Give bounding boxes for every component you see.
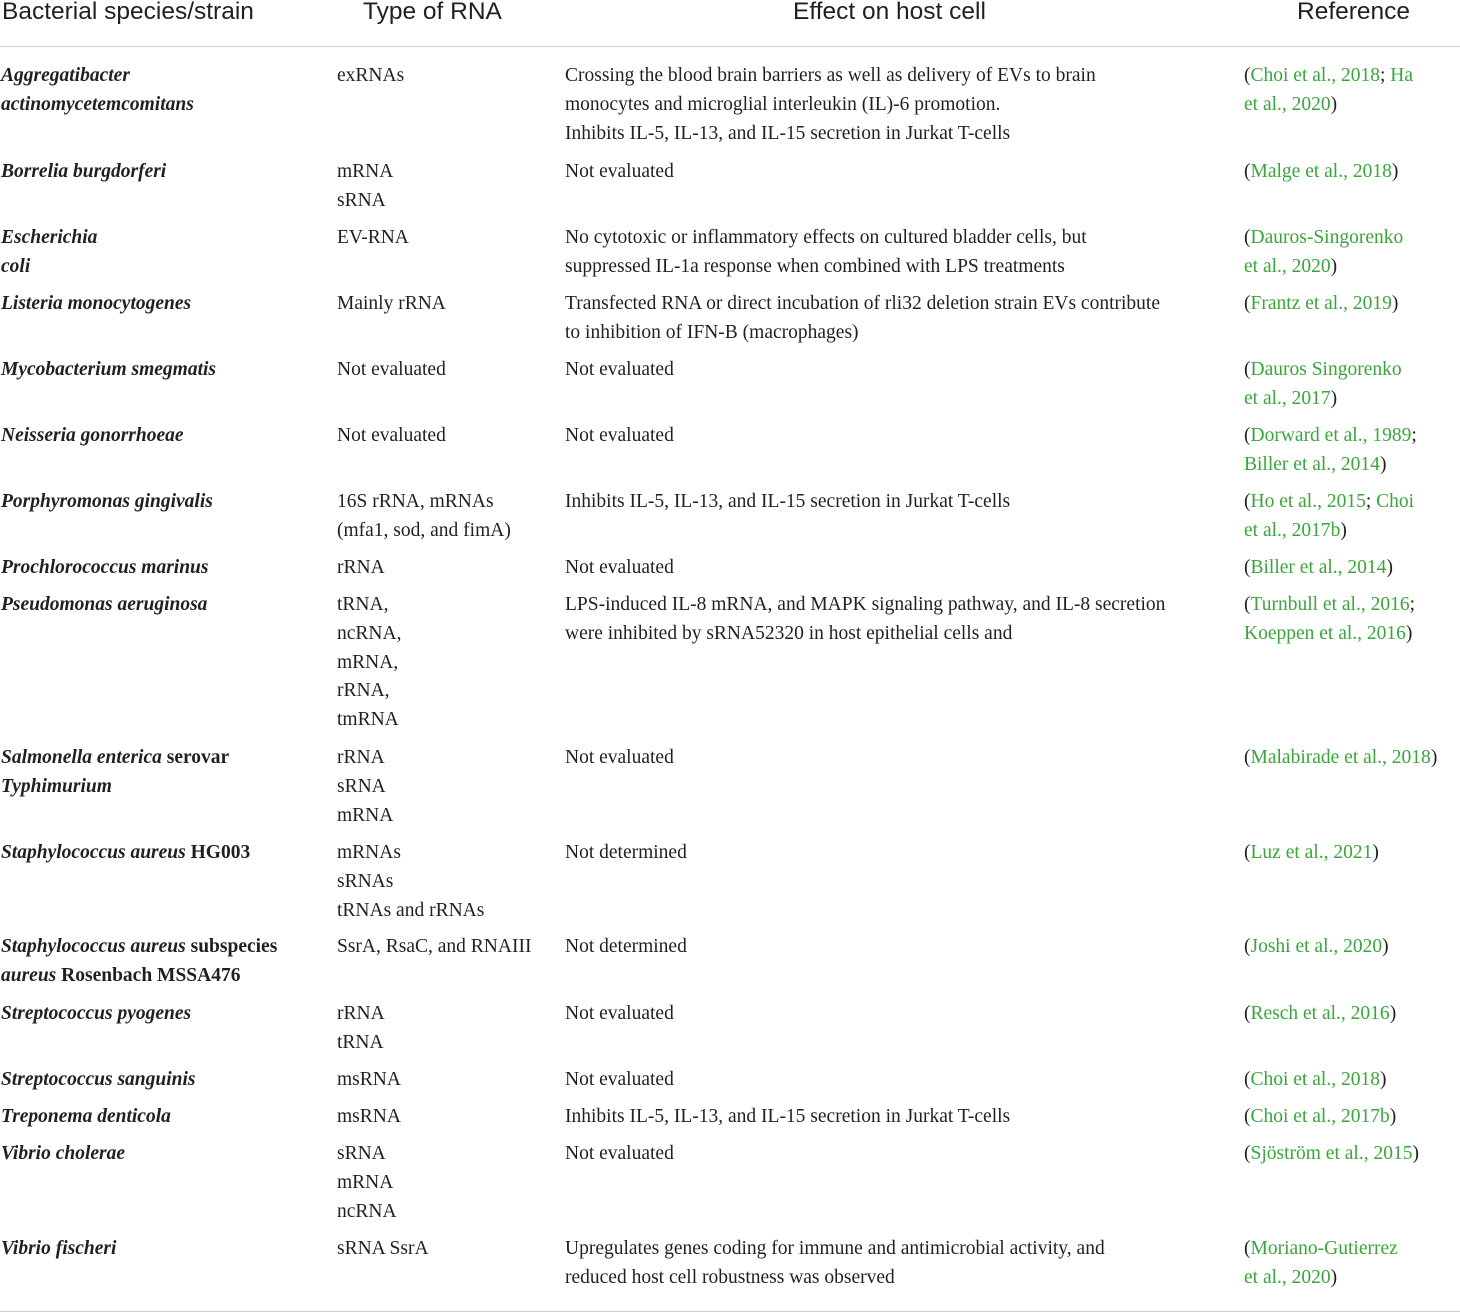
rna-line: EV-RNA [337,227,409,248]
reference-line [1244,1235,1398,1264]
effect-cell [565,744,674,773]
species-cell [1,1103,171,1132]
rna-type-cell [337,422,446,451]
species-text: Staphylococcus aureus [1,936,186,957]
effect-cell [565,554,674,583]
reference-cell [1244,62,1413,120]
reference-punctuation: ( [1244,161,1251,182]
rna-line: mRNA [337,804,394,826]
reference-link[interactable]: Biller et al., 2014 [1244,453,1380,475]
reference-cell [1244,488,1414,546]
species-line [1,839,250,868]
reference-cell [1244,1103,1396,1132]
reference-punctuation: ) [1405,622,1413,644]
reference-punctuation: ) [1430,747,1438,768]
reference-punctuation: ) [1391,161,1399,182]
rna-type-cell [337,1103,401,1132]
effect-line: Not evaluated [565,1143,674,1164]
reference-line [1244,290,1398,319]
rna-type-cell [337,1000,385,1058]
species-text: Staphylococcus aureus [1,842,186,863]
effect-line: Not determined [565,842,687,863]
rna-type-cell [337,290,446,319]
reference-punctuation: ) [1382,936,1389,957]
effect-line: LPS-induced IL-8 mRNA, and MAPK signaling pathway, and IL-8 secretion [565,594,1166,615]
effect-line: to inhibition of IFN-B (macrophages) [565,321,859,343]
reference-line [1244,1264,1398,1293]
reference-cell [1244,591,1415,649]
reference-punctuation: ) [1372,842,1379,863]
reference-link[interactable]: Ha [1390,65,1413,86]
reference-punctuation: ( [1244,842,1251,863]
reference-link[interactable]: Sjöström et al., 2015 [1250,1143,1413,1164]
reference-punctuation: ) [1330,255,1338,277]
rna-type-cell [337,1140,397,1226]
reference-line [1244,517,1414,546]
reference-line [1244,451,1417,480]
species-line: Neisseria gonorrhoeae [1,425,184,446]
species-line: Streptococcus sanguinis [1,1069,196,1090]
reference-punctuation: ( [1244,491,1251,512]
header-species: Bacterial species/strain [2,0,254,25]
rna-type-cell [337,62,404,91]
rna-line: sRNAs [337,870,394,892]
effect-cell [565,1000,674,1029]
rna-line: mRNA [337,161,394,182]
reference-cell [1244,158,1398,187]
rna-line: rRNA [337,1003,385,1024]
reference-punctuation: ( [1244,227,1251,248]
species-text: Salmonella enterica [1,747,162,768]
effect-line: Inhibits IL-5, IL-13, and IL-15 secretion in Jurkat T-cells [565,491,1011,512]
effect-line: Not evaluated [565,557,674,578]
reference-link[interactable]: Choi et al., 2018 [1250,1069,1380,1090]
species-cell [1,1235,116,1264]
reference-cell [1244,839,1379,868]
effect-cell [565,591,1165,649]
species-line: Escherichia [1,227,98,248]
effect-line: Not evaluated [565,1003,674,1024]
effect-line: No cytotoxic or inflammatory effects on cultured bladder cells, but [565,227,1087,248]
species-line [1,744,229,773]
rna-type-cell [337,554,385,583]
reference-line [1244,422,1417,451]
species-text: serovar [161,747,230,768]
species-line [1,933,277,962]
reference-cell [1244,1235,1398,1293]
reference-link[interactable]: Resch et al., 2016 [1250,1003,1390,1024]
reference-line [1244,1000,1396,1029]
reference-punctuation: ) [1379,453,1387,475]
reference-punctuation: ( [1244,65,1251,86]
reference-link[interactable]: Malabirade et al., 2018 [1250,747,1431,768]
reference-cell [1244,1140,1419,1169]
species-cell [1,591,207,620]
rna-line: sRNA [337,189,386,211]
table-header [0,0,1460,47]
reference-cell [1244,554,1393,583]
reference-link[interactable]: Luz et al., 2021 [1250,842,1373,863]
rna-type-cell [337,488,511,546]
effect-cell [565,1103,1010,1132]
rna-line: rRNA, [337,680,390,702]
effect-cell [565,488,1010,517]
rna-line: tRNA, [337,594,389,615]
reference-line [1244,1066,1386,1095]
species-cell [1,839,250,868]
effect-cell [565,356,674,385]
reference-link[interactable]: Malge et al., 2018 [1250,161,1392,182]
reference-punctuation: ; [1409,594,1415,615]
reference-link[interactable]: Frantz et al., 2019 [1250,293,1392,314]
reference-line [1244,224,1403,253]
rna-line: (mfa1, sod, and fimA) [337,519,511,541]
effect-cell [565,1235,1105,1293]
rna-type-cell [337,591,401,735]
rna-line: ncRNA, [337,622,402,644]
effect-line: Not evaluated [565,359,674,380]
effect-cell [565,224,1087,282]
reference-cell [1244,422,1417,480]
reference-cell [1244,1066,1386,1095]
reference-punctuation: ) [1379,1069,1387,1090]
reference-punctuation: ) [1340,519,1347,541]
effect-cell [565,158,674,187]
rna-line: Not evaluated [337,359,446,380]
rna-type-cell [337,224,409,253]
species-cell [1,422,184,451]
reference-punctuation: ( [1244,936,1251,957]
reference-link[interactable]: Moriano-Gutierrez [1250,1238,1398,1259]
rna-line: SsrA, RsaC, and RNAIII [337,936,532,957]
reference-punctuation: ( [1244,1069,1251,1090]
reference-punctuation: ( [1244,359,1251,380]
reference-line [1244,1103,1396,1132]
rna-line: tmRNA [337,709,399,731]
effect-line: Inhibits IL-5, IL-13, and IL-15 secretion in Jurkat T-cells [565,1106,1011,1127]
effect-cell [565,62,1096,148]
species-line: Mycobacterium smegmatis [1,359,217,380]
table-bottom-rule [0,1311,1460,1312]
species-cell [1,744,229,802]
effect-line: monocytes and microglial interleukin (IL)-6 promotion. [565,93,1001,115]
rna-type-cell [337,744,393,830]
reference-punctuation: ) [1391,293,1399,314]
reference-cell [1244,1000,1396,1029]
rna-line: ncRNA [337,1200,397,1222]
species-cell [1,158,166,187]
rna-line: msRNA [337,1069,401,1090]
species-cell [1,224,97,282]
species-line: Aggregatibacter [1,65,130,86]
effect-line: Not evaluated [565,161,674,182]
rna-line: rRNA [337,747,385,768]
reference-punctuation: ; [1411,425,1417,446]
rna-line: sRNA SsrA [337,1238,429,1259]
rna-line: Not evaluated [337,425,446,446]
reference-link[interactable]: et al., 2020 [1244,93,1331,115]
effect-line: Not evaluated [565,1069,674,1090]
reference-cell [1244,744,1437,773]
reference-punctuation: ( [1244,747,1251,768]
reference-punctuation: ( [1244,1143,1251,1164]
reference-line [1244,253,1403,282]
reference-punctuation: ; [1379,65,1391,86]
reference-link[interactable]: Ho et al., 2015 [1250,491,1366,512]
rna-type-cell [337,933,531,962]
reference-line [1244,620,1415,649]
rna-line: Mainly rRNA [337,293,446,314]
species-line: Streptococcus pyogenes [1,1003,192,1024]
reference-line [1244,158,1398,187]
effect-line: reduced host cell robustness was observed [565,1266,895,1288]
species-cell [1,488,213,517]
reference-cell [1244,290,1398,319]
reference-link[interactable]: et al., 2017b [1244,519,1341,541]
reference-punctuation: ( [1244,1003,1251,1024]
effect-cell [565,839,687,868]
rna-line: rRNA [337,557,385,578]
reference-link[interactable]: Dauros-Singorenko [1250,227,1404,248]
reference-line [1244,1140,1419,1169]
effect-cell [565,1140,674,1169]
species-line: actinomycetemcomitans [1,93,194,115]
rna-type-cell [337,1066,401,1095]
species-line: Pseudomonas aeruginosa [1,594,208,615]
rna-line: tRNA [337,1031,384,1053]
effect-line: Upregulates genes coding for immune and antimicrobial activity, and [565,1238,1105,1259]
species-text: HG003 [185,842,251,863]
reference-punctuation: ) [1389,1003,1397,1024]
rna-line: msRNA [337,1106,401,1127]
reference-punctuation: ) [1389,1106,1397,1127]
reference-line [1244,591,1415,620]
effect-line: Crossing the blood brain barriers as well as delivery of EVs to brain [565,65,1096,86]
rna-line: mRNA [337,1171,394,1193]
reference-punctuation: ) [1330,387,1338,409]
reference-punctuation: ( [1244,594,1251,615]
species-cell [1,62,194,120]
reference-line [1244,91,1413,120]
species-line: Porphyromonas gingivalis [1,491,213,512]
rna-line: sRNA [337,1143,386,1164]
reference-link[interactable]: Choi et al., 2018 [1250,65,1380,86]
reference-punctuation: ) [1386,557,1393,578]
reference-link[interactable]: Choi [1376,491,1415,512]
reference-cell [1244,356,1402,414]
effect-line: Inhibits IL-5, IL-13, and IL-15 secretion in Jurkat T-cells [565,122,1011,144]
species-cell [1,554,208,583]
reference-punctuation: ) [1330,1266,1338,1288]
reference-line [1244,385,1402,414]
reference-link[interactable]: Dauros Singorenko [1250,359,1402,380]
header-rna-type: Type of RNA [363,0,502,25]
reference-punctuation: ; [1365,491,1377,512]
effect-cell [565,290,1160,348]
effect-line: Not evaluated [565,747,674,768]
reference-line [1244,839,1379,868]
species-cell [1,1140,125,1169]
rna-type-cell [337,1235,429,1264]
rna-type-cell [337,158,393,216]
rna-type-cell [337,356,446,385]
reference-punctuation: ( [1244,1238,1251,1259]
species-cell [1,290,191,319]
species-line [1,773,229,802]
rna-line: sRNA [337,775,386,797]
species-line: Prochlorococcus marinus [1,557,209,578]
reference-line [1244,744,1437,773]
rna-line: 16S rRNA, mRNAs [337,491,494,512]
reference-link[interactable]: Dorward et al., 1989 [1250,425,1412,446]
species-text: aureus [1,964,57,986]
header-effect: Effect on host cell [793,0,986,25]
rna-line: mRNAs [337,842,401,863]
rna-line: tRNAs and rRNAs [337,899,485,921]
species-line: Vibrio fischeri [1,1238,117,1259]
species-line: Vibrio cholerae [1,1143,126,1164]
reference-line [1244,356,1402,385]
effect-line: were inhibited by sRNA52320 in host epithelial cells and [565,622,1013,644]
reference-punctuation: ( [1244,425,1251,446]
rna-line: mRNA, [337,651,399,673]
reference-punctuation: ( [1244,1106,1251,1127]
reference-link[interactable]: et al., 2017 [1244,387,1331,409]
reference-punctuation: ( [1244,557,1251,578]
reference-link[interactable]: et al., 2020 [1244,255,1331,277]
species-cell [1,356,216,385]
reference-line [1244,62,1413,91]
reference-punctuation: ( [1244,293,1251,314]
reference-line [1244,933,1389,962]
species-line [1,962,277,991]
effect-cell [565,933,687,962]
effect-line: suppressed IL-1a response when combined with LPS treatments [565,255,1065,277]
rna-line: exRNAs [337,65,405,86]
reference-link[interactable]: Joshi et al., 2020 [1250,936,1383,957]
species-cell [1,933,277,991]
rna-type-cell [337,839,484,925]
reference-link[interactable]: Turnbull et al., 2016 [1250,594,1410,615]
species-line: Listeria monocytogenes [1,293,192,314]
reference-cell [1244,224,1403,282]
reference-link[interactable]: Koeppen et al., 2016 [1244,622,1406,644]
species-cell [1,1066,196,1095]
reference-link[interactable]: Biller et al., 2014 [1250,557,1387,578]
header-reference: Reference [1297,0,1411,25]
species-text: Typhimurium [1,775,112,797]
reference-punctuation: ) [1412,1143,1419,1164]
effect-line: Not evaluated [565,425,674,446]
species-line: Borrelia burgdorferi [1,161,167,182]
species-line: Treponema denticola [1,1106,171,1127]
effect-cell [565,422,674,451]
species-line: coli [1,255,31,277]
species-text: subspecies [185,936,278,957]
species-text: Rosenbach MSSA476 [56,964,241,986]
reference-line [1244,554,1393,583]
reference-cell [1244,933,1389,962]
effect-line: Transfected RNA or direct incubation of rli32 deletion strain EVs contribute [565,293,1160,314]
effect-cell [565,1066,674,1095]
reference-link[interactable]: Choi et al., 2017b [1250,1106,1390,1127]
reference-line [1244,488,1414,517]
reference-link[interactable]: et al., 2020 [1244,1266,1331,1288]
effect-line: Not determined [565,936,687,957]
species-cell [1,1000,191,1029]
reference-punctuation: ) [1330,93,1338,115]
